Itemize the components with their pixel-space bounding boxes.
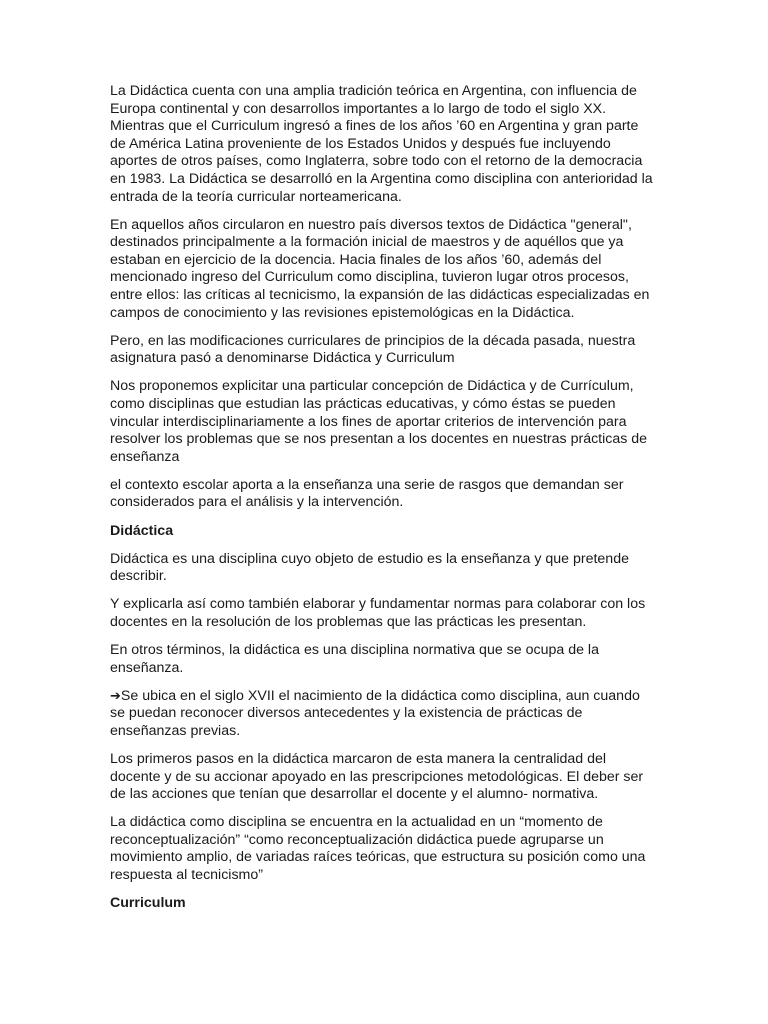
paragraph: el contexto escolar aporta a la enseñanza una serie de rasgos que demandan ser considerados para el análisis y la intervención.: [110, 476, 624, 511]
section-heading-didactica: Didáctica: [110, 522, 174, 539]
paragraph: En aquellos años circularon en nuestro país diversos textos de Didáctica "general", destinados principalmente a la formación inicial de maestros y de aquéllos que ya estaban en ejercicio de la docencia. Hacia finales de los años ’60, además del mencionado ingreso del Curriculum como disciplina, tuvieron lugar otros procesos, entre ellos: las críticas al tecnicismo, la expansión de las didácticas especializadas en campos de conocimiento y las revisiones epistemológicas en la Didáctica.: [110, 216, 650, 321]
paragraph-with-arrow: [110, 688, 660, 741]
paragraph: La didáctica como disciplina se encuentra en la actualidad en un “momento de reconceptualización” “como reconceptualización didáctica puede agruparse un movimiento amplio, de variadas raíces teóricas, que estructura su posición como una respuesta al tecnicismo”: [110, 814, 646, 884]
paragraph: Pero, en las modificaciones curriculares de principios de la década pasada, nuestra asignatura pasó a denominarse Didáctica y Curriculum: [110, 332, 636, 367]
paragraph: En otros términos, la didáctica es una disciplina normativa que se ocupa de la enseñanza.: [110, 642, 599, 676]
paragraph: Didáctica es una disciplina cuyo objeto de estudio es la enseñanza y que pretende describir.: [110, 550, 629, 585]
paragraph: Nos proponemos explicitar una particular concepción de Didáctica y de Currículum, como disciplinas que estudian las prácticas educativas, y cómo éstas se pueden vincular interdisciplinariamente a los fines de aportar criterios de intervención para resolver los problemas que se nos presentan a los docentes en nuestras prácticas de enseñanza: [110, 378, 648, 465]
paragraph: La Didáctica cuenta con una amplia tradición teórica en Argentina, con influencia de Europa continental y con desarrollos importantes a lo largo de todo el siglo XX. Mientras que el Curriculum ingresó a fines de los años ’60 en Argentina y gran parte de América Latina proveniente de los Estados Unidos y después fue incluyendo aportes de otros países, como Inglaterra, sobre todo con el retorno de la democracia en 1983. La Didáctica se desarrolló en la Argentina como disciplina con anterioridad la entrada de la teoría curricular norteamericana.: [110, 83, 653, 205]
section-heading-curriculum: Curriculum: [110, 895, 186, 912]
paragraph-text: Se ubica en el siglo XVII el nacimiento de la didáctica como disciplina, aun cuando se puedan reconocer diversos antecedentes y la existencia de prácticas de enseñanzas previas.: [110, 687, 640, 739]
arrow-icon: ➔: [110, 688, 121, 704]
paragraph: Y explicarla así como también elaborar y fundamentar normas para colaborar con los docentes en la resolución de los problemas que las prácticas les presentan.: [110, 596, 646, 630]
paragraph: Los primeros pasos en la didáctica marcaron de esta manera la centralidad del docente y de su accionar apoyado en las prescripciones metodológicas. El deber ser de las acciones que tenían que desarrollar el docente y el alumno- normativa.: [110, 751, 644, 803]
document-page: [110, 83, 660, 923]
